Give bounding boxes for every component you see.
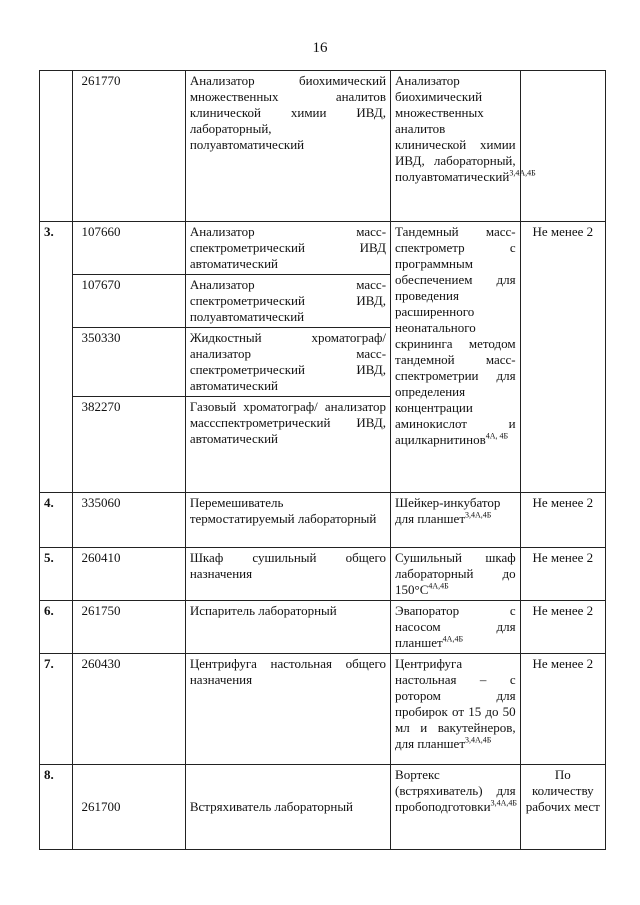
nomenclature-code: 107670 <box>73 275 185 328</box>
footnote-ref: 3,4А,4Б <box>490 798 517 808</box>
nomenclature-code: 260430 <box>73 654 185 765</box>
row-number: 8. <box>40 765 73 850</box>
required-quantity <box>520 71 605 222</box>
footnote-ref: 4А,4Б <box>442 634 464 644</box>
table-row <box>40 71 606 222</box>
table-row <box>40 765 606 850</box>
required-quantity: Не менее 2 <box>520 493 605 548</box>
table-row <box>40 493 606 548</box>
footnote-ref: 3,4А,4Б <box>465 735 492 745</box>
equipment-table <box>39 70 606 850</box>
nomenclature-code: 335060 <box>73 493 185 548</box>
equipment-name: Анализатор масс-спектрометрический ИВД, полуавтоматический <box>185 275 390 328</box>
nomenclature-code: 260410 <box>73 548 185 601</box>
footnote-ref: 4А,4Б <box>428 581 449 591</box>
equipment-description: Вортекс (встряхиватель) для пробоподготовки$^{3,4А,4Б}$ <box>391 765 521 850</box>
nomenclature-code: 107660 <box>73 222 185 275</box>
footnote-ref: 3,4А,4Б <box>465 510 492 520</box>
table-row <box>40 601 606 654</box>
equipment-name: Встряхиватель лабораторный <box>185 765 390 850</box>
equipment-description: Тандемный масс-спектрометр с программным обеспечением для проведения расширенного неонатального скрининга методом тандемной масс-спектрометрии для определения концентрации аминокислот и ацилкарнитинов$^{4А, 4Б}$ <box>391 222 521 493</box>
row-number: 6. <box>40 601 73 654</box>
nomenclature-code: 382270 <box>73 397 185 493</box>
row-number: 3. <box>40 222 73 493</box>
equipment-name: Центрифуга настольная общего назначения <box>185 654 390 765</box>
nomenclature-code: 261770 <box>73 71 185 222</box>
equipment-description: Шейкер-инкубатор для планшет$^{3,4А,4Б}$ <box>391 493 521 548</box>
table-row <box>40 222 606 275</box>
required-quantity: Не менее 2 <box>520 222 605 493</box>
row-number: 7. <box>40 654 73 765</box>
nomenclature-code: 350330 <box>73 328 185 397</box>
nomenclature-code: 261750 <box>73 601 185 654</box>
equipment-name: Газовый хроматограф/ анализатор массспектрометрический ИВД, автоматический <box>185 397 390 493</box>
row-number <box>40 71 73 222</box>
required-quantity: По количеству рабочих мест <box>520 765 605 850</box>
equipment-description: Сушильный шкаф лабораторный до $150^\circ С^{4А,4Б}$ <box>391 548 521 601</box>
equipment-description: Анализатор биохимический множественных аналитов клинической химии ИВД, лабораторный, полуавтоматический$^{3,4А,4Б}$ <box>391 71 521 222</box>
row-number: 4. <box>40 493 73 548</box>
equipment-name: Анализатор биохимический множественных аналитов клинической химии ИВД, лабораторный, полуавтоматический <box>185 71 390 222</box>
page-number: 16 <box>312 40 328 56</box>
required-quantity: Не менее 2 <box>520 548 605 601</box>
equipment-name: Шкаф сушильный общего назначения <box>185 548 390 601</box>
footnote-ref: 4А, 4Б <box>485 431 509 441</box>
table-row <box>40 548 606 601</box>
table-row <box>40 654 606 765</box>
nomenclature-code: 261700 <box>73 765 185 850</box>
equipment-name: Испаритель лабораторный <box>185 601 390 654</box>
equipment-name: Анализатор масс-спектрометрический ИВД автоматический <box>185 222 390 275</box>
required-quantity: Не менее 2 <box>520 601 605 654</box>
required-quantity: Не менее 2 <box>520 654 605 765</box>
equipment-name: Перемешиватель термостатируемый лабораторный <box>185 493 390 548</box>
equipment-description: Эвапоратор с насосом для планшет$^{4А,4Б}$ <box>391 601 521 654</box>
footnote-ref: 3,4А,4Б <box>509 168 536 178</box>
row-number: 5. <box>40 548 73 601</box>
equipment-name: Жидкостный хроматограф/ анализатор массспектрометрический ИВД, автоматический <box>185 328 390 397</box>
equipment-description: Центрифуга настольная – с ротором для пробирок от 15 до 50 мл и вакутейнеров, для планшет$^{3,4А,4Б}$ <box>391 654 521 765</box>
